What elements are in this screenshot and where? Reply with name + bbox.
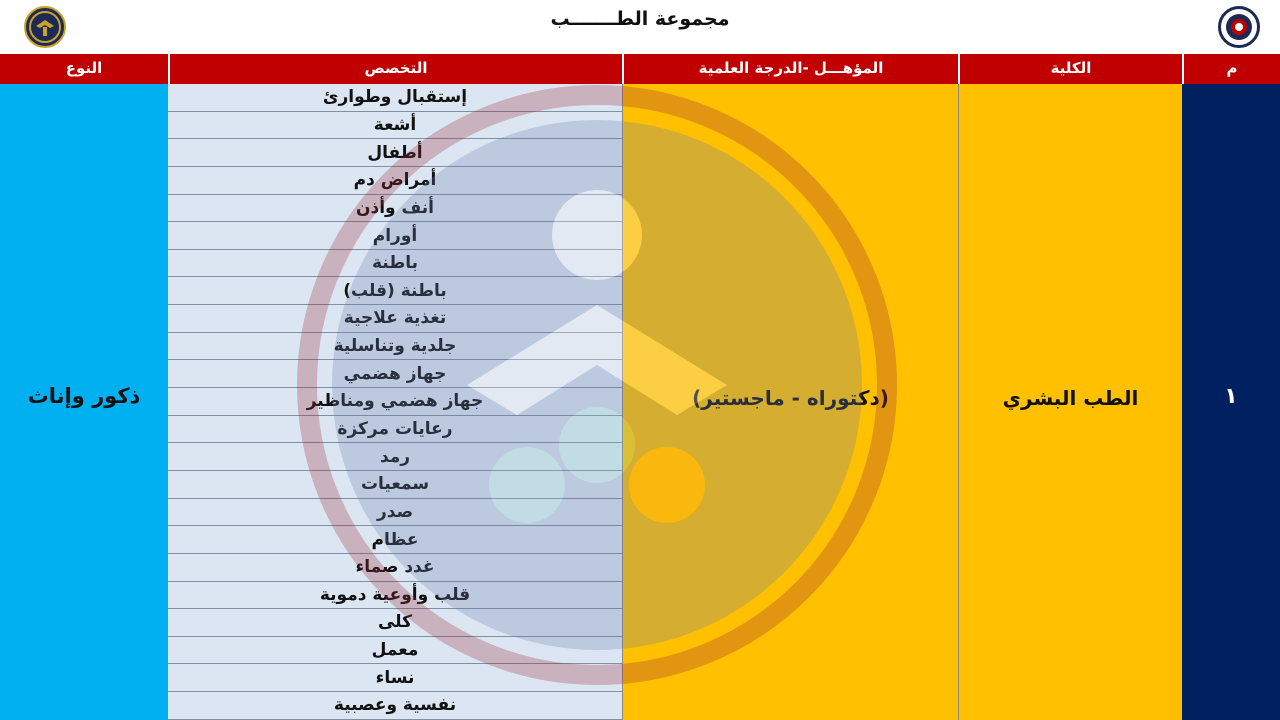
specialty-row: أورام <box>168 222 622 250</box>
academy-emblem-logo <box>1218 6 1260 48</box>
specialty-row: جلدية وتناسلية <box>168 333 622 361</box>
specialty-row: قلب وأوعية دموية <box>168 582 622 610</box>
header-type: النوع <box>65 59 103 77</box>
specialty-row: إستقبال وطوارئ <box>168 84 622 112</box>
specialty-row: غدد صماء <box>168 554 622 582</box>
header-specialty: التخصص <box>168 54 622 84</box>
specialty-row: رمد <box>168 443 622 471</box>
header-qualification: المؤهـــل -الدرجة العلمية <box>622 54 958 84</box>
specialty-row: جهاز هضمي <box>168 360 622 388</box>
qualification-column <box>622 84 958 720</box>
specialty-row: تغذية علاجية <box>168 305 622 333</box>
row-number: ١ <box>1224 384 1238 409</box>
specialty-row: أطفال <box>168 139 622 167</box>
qualification-value: (دكتوراه - ماجستير) <box>692 386 889 410</box>
specialty-row: أنف وأذن <box>168 195 622 223</box>
page-title: مجموعة الطـــــــب <box>550 8 730 30</box>
specialty-row: عظام <box>168 526 622 554</box>
specialty-row: سمعيات <box>168 471 622 499</box>
specialty-row: نساء <box>168 664 622 692</box>
header-faculty: الكلية <box>958 54 1182 84</box>
specialty-row: رعايات مركزة <box>168 416 622 444</box>
specialty-row: باطنة <box>168 250 622 278</box>
specialty-list <box>168 84 622 720</box>
type-value: ذكور وإناث <box>27 384 141 408</box>
specialty-row: نفسية وعصبية <box>168 692 622 720</box>
specialty-row: أشعة <box>168 112 622 140</box>
specialty-row: أمراض دم <box>168 167 622 195</box>
specialty-row: صدر <box>168 499 622 527</box>
type-column <box>0 84 168 720</box>
faculty-value: الطب البشري <box>1002 386 1139 410</box>
specialty-row: جهاز هضمي ومناظير <box>168 388 622 416</box>
header-number: م <box>1182 54 1280 84</box>
number-column <box>1182 84 1280 720</box>
faculty-column <box>958 84 1182 720</box>
specialty-row: باطنة (قلب) <box>168 277 622 305</box>
specialty-row: كلى <box>168 609 622 637</box>
specialty-row: معمل <box>168 637 622 665</box>
